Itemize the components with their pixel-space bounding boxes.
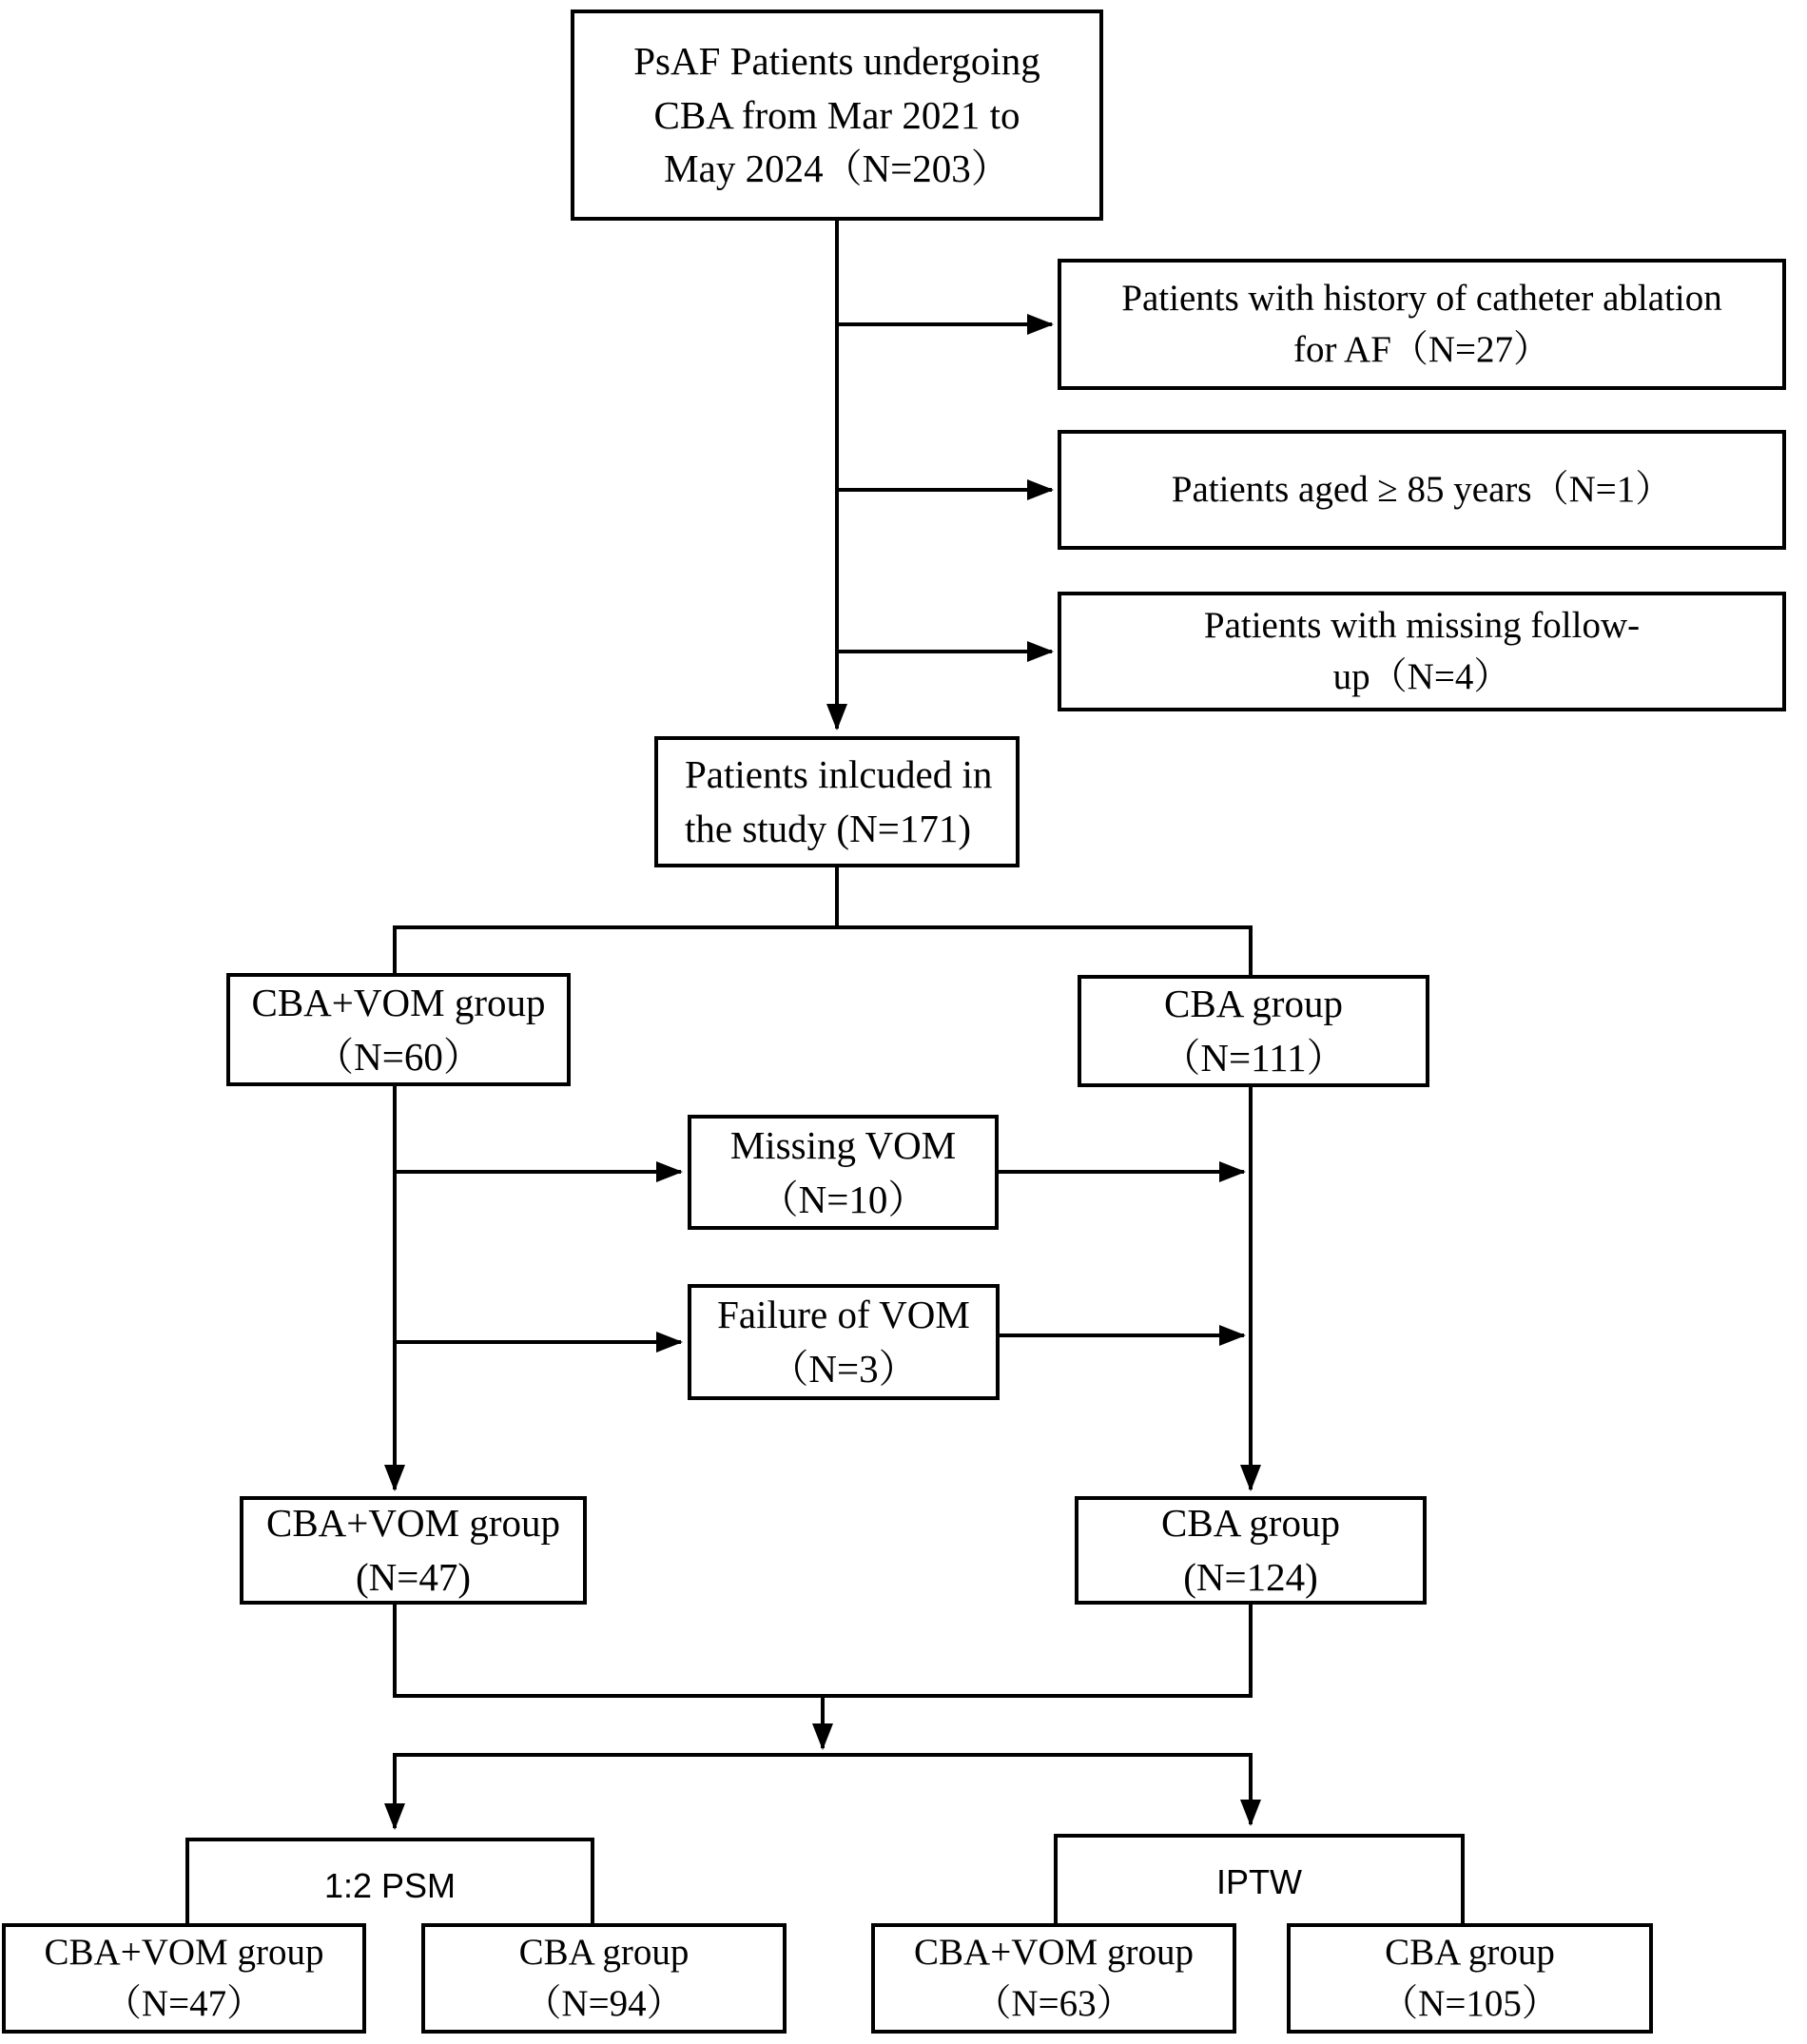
failure-vom-text-line2: （N=3） [769,1347,918,1391]
iptw-cba-vom-group-text-line2: （N=63） [974,1983,1134,2024]
psm-cba-group-text-line2: （N=94） [524,1983,684,2024]
box-cba-group-final [1075,1496,1427,1605]
failure-vom-text-line1: Failure of VOM [717,1293,970,1337]
box-iptw-cba-group [1287,1923,1653,2034]
iptw-cba-group-text-line1: CBA group [1385,1932,1555,1974]
box-included-patients [654,736,1020,867]
exclusion-missing-followup-text-line1: Patients with missing follow- [1203,605,1641,647]
iptw-cba-group-text-line2: （N=105） [1381,1983,1559,2024]
box-psm-cba-group [421,1923,787,2034]
box-psm-method [185,1838,594,1923]
cba-group-final-text-line1: CBA group [1161,1501,1340,1546]
box-cba-vom-group-final [240,1496,587,1605]
psaf-enrollment-text-line3: May 2024（N=203） [664,146,1010,191]
cba-vom-group-initial-text-line2: （N=60） [315,1034,482,1079]
exclusion-prior-ablation-text-line2: for AF（N=27） [1292,329,1551,370]
box-cba-group-initial [1078,975,1429,1087]
cba-vom-group-final-text-line2: (N=47) [355,1555,472,1599]
box-exclusion-missing-followup [1058,592,1786,711]
missing-vom-text-line1: Missing VOM [729,1122,957,1167]
exclusion-age-text: Patients aged ≥ 85 years（N=1） [1171,469,1673,511]
psm-cba-vom-group-text-line1: CBA+VOM group [44,1932,324,1974]
iptw-method-label: IPTW [1216,1862,1302,1901]
cba-vom-group-final-text-line1: CBA+VOM group [265,1501,560,1546]
psm-method-label: 1:2 PSM [323,1866,457,1905]
box-exclusion-prior-ablation [1058,259,1786,390]
psm-cba-vom-group-text-line2: （N=47） [104,1983,264,2024]
box-failure-vom [688,1284,1000,1400]
box-psaf-enrollment [571,10,1103,221]
cba-group-initial-text-line2: （N=111） [1161,1036,1346,1080]
psaf-enrollment-text-line2: CBA from Mar 2021 to [653,92,1020,137]
cba-group-initial-text-line1: CBA group [1164,982,1343,1026]
box-missing-vom [688,1115,999,1230]
box-exclusion-age [1058,430,1786,550]
exclusion-prior-ablation-text-line1: Patients with history of catheter ablation [1121,278,1722,320]
exclusion-missing-followup-text-line2: up（N=4） [1332,656,1511,697]
cba-vom-group-initial-text-line1: CBA+VOM group [251,980,546,1024]
psaf-enrollment-text-line1: PsAF Patients undergoing [633,39,1040,84]
box-psm-cba-vom-group [2,1923,366,2034]
included-patients-text-line1: Patients inlcuded in [685,752,993,797]
missing-vom-text-line2: （N=10） [759,1177,927,1221]
box-iptw-method [1054,1834,1465,1923]
iptw-cba-vom-group-text-line1: CBA+VOM group [914,1932,1194,1974]
included-patients-text-line2: the study (N=171) [685,807,971,850]
box-cba-vom-group-initial [226,973,571,1086]
box-iptw-cba-vom-group [871,1923,1236,2034]
psm-cba-group-text-line1: CBA group [518,1932,690,1974]
cba-group-final-text-line2: (N=124) [1183,1555,1318,1599]
